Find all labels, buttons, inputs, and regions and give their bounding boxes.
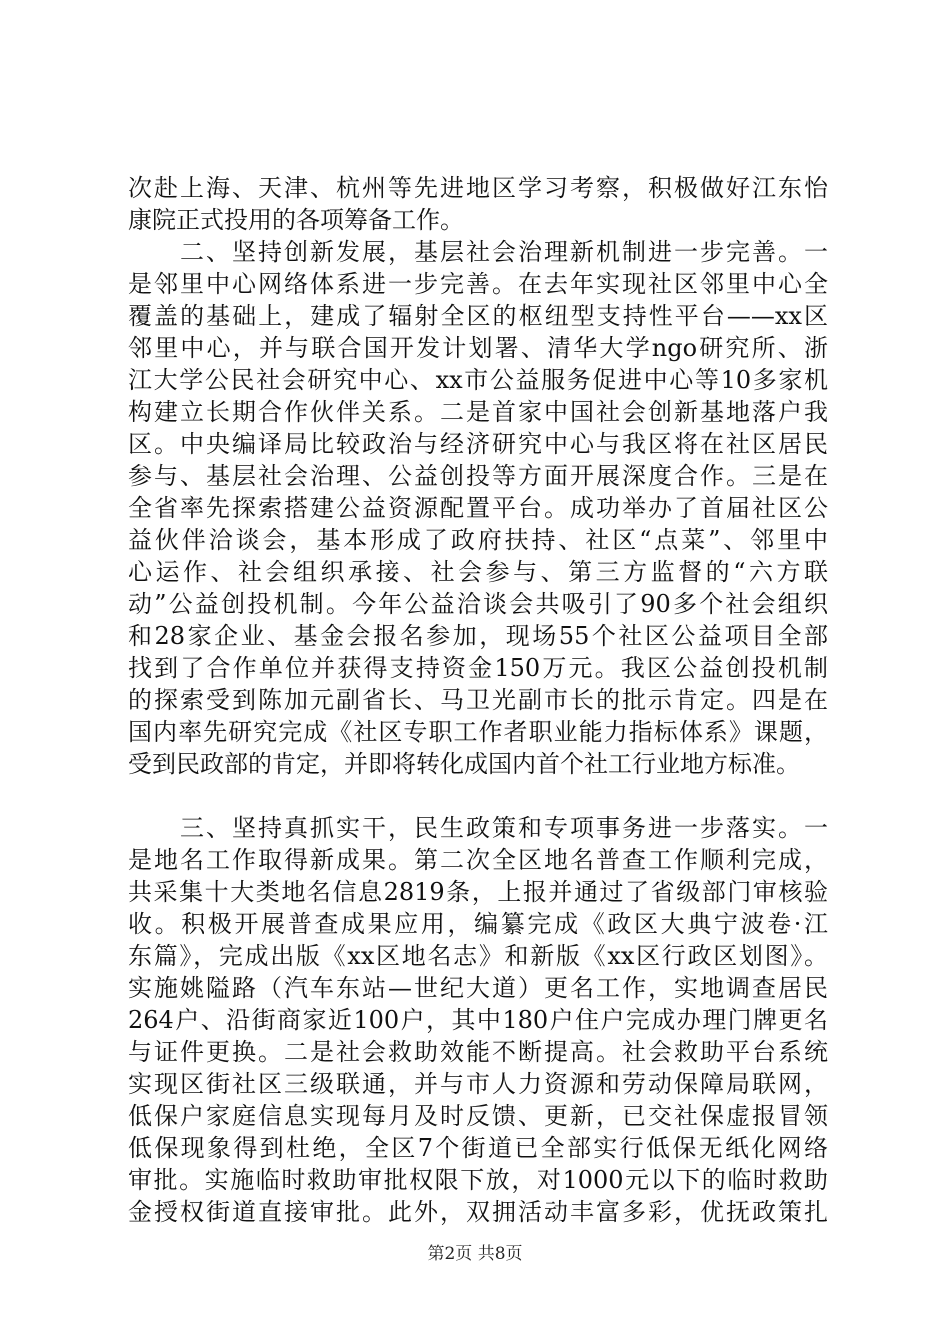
text-line: 二、坚持创新发展，基层社会治理新机制进一步完善。一 — [128, 238, 828, 266]
text-line: 构建立长期合作伙伴关系。二是首家中国社会创新基地落户我 — [128, 398, 828, 426]
text-line: 共采集十大类地名信息2819条，上报并通过了省级部门审核验 — [128, 878, 828, 906]
text-line: 受到民政部的肯定，并即将转化成国内首个社工行业地方标准。 — [128, 750, 800, 778]
text-line: 次赴上海、天津、杭州等先进地区学习考察，积极做好江东怡 — [128, 174, 828, 202]
text-line: 是地名工作取得新成果。第二次全区地名普查工作顺利完成， — [128, 846, 828, 874]
text-line: 益伙伴洽谈会，基本形成了政府扶持、社区“点菜”、邻里中 — [128, 526, 828, 554]
text-line: 实现区街社区三级联通，并与市人力资源和劳动保障局联网， — [128, 1070, 828, 1098]
text-line: 审批。实施临时救助审批权限下放，对1000元以下的临时救助 — [128, 1166, 828, 1194]
text-line: 找到了合作单位并获得支持资金150万元。我区公益创投机制 — [128, 654, 828, 682]
text-line: 参与、基层社会治理、公益创投等方面开展深度合作。三是在 — [128, 462, 828, 490]
text-line: 国内率先研究完成《社区专职工作者职业能力指标体系》课题， — [128, 718, 828, 746]
paragraph-spacer — [128, 780, 828, 812]
text-line: 实施姚隘路（汽车东站—世纪大道）更名工作，实地调查居民 — [128, 974, 828, 1002]
text-line: 收。积极开展普查成果应用，编纂完成《政区大典宁波卷·江 — [128, 910, 828, 938]
text-line: 的探索受到陈加元副省长、马卫光副市长的批示肯定。四是在 — [128, 686, 828, 714]
text-line: 覆盖的基础上，建成了辐射全区的枢纽型支持性平台——xx区 — [128, 302, 828, 330]
text-line: 金授权街道直接审批。此外，双拥活动丰富多彩，优抚政策扎 — [128, 1198, 828, 1226]
paragraph-section-two — [128, 236, 828, 780]
text-line: 全省率先探索搭建公益资源配置平台。成功举办了首届社区公 — [128, 494, 828, 522]
paragraph-continuation — [128, 172, 828, 236]
text-line: 是邻里中心网络体系进一步完善。在去年实现社区邻里中心全 — [128, 270, 828, 298]
text-line: 东篇》，完成出版《xx区地名志》和新版《xx区行政区划图》。 — [128, 942, 828, 970]
text-line: 江大学公民社会研究中心、xx市公益服务促进中心等10多家机 — [128, 366, 828, 394]
text-line: 区。中央编译局比较政治与经济研究中心与我区将在社区居民 — [128, 430, 828, 458]
text-line: 心运作、社会组织承接、社会参与、第三方监督的“六方联 — [128, 558, 828, 586]
document-body — [128, 172, 828, 1228]
text-line: 和28家企业、基金会报名参加，现场55个社区公益项目全部 — [128, 622, 828, 650]
text-line: 动”公益创投机制。今年公益洽谈会共吸引了90多个社会组织 — [128, 590, 828, 618]
page-number-footer: 第2页 共8页 — [427, 1244, 523, 1264]
text-line: 264户、沿街商家近100户，其中180户住户完成办理门牌更名 — [128, 1006, 828, 1034]
text-line: 康院正式投用的各项筹备工作。 — [128, 206, 464, 234]
text-line: 邻里中心，并与联合国开发计划署、清华大学ngo研究所、浙 — [128, 334, 828, 362]
text-line: 低保现象得到杜绝，全区7个街道已全部实行低保无纸化网络 — [128, 1134, 828, 1162]
text-line: 三、坚持真抓实干，民生政策和专项事务进一步落实。一 — [128, 814, 828, 842]
text-line: 与证件更换。二是社会救助效能不断提高。社会救助平台系统 — [128, 1038, 828, 1066]
paragraph-section-three — [128, 812, 828, 1228]
text-line: 低保户家庭信息实现每月及时反馈、更新，已交社保虚报冒领 — [128, 1102, 828, 1130]
